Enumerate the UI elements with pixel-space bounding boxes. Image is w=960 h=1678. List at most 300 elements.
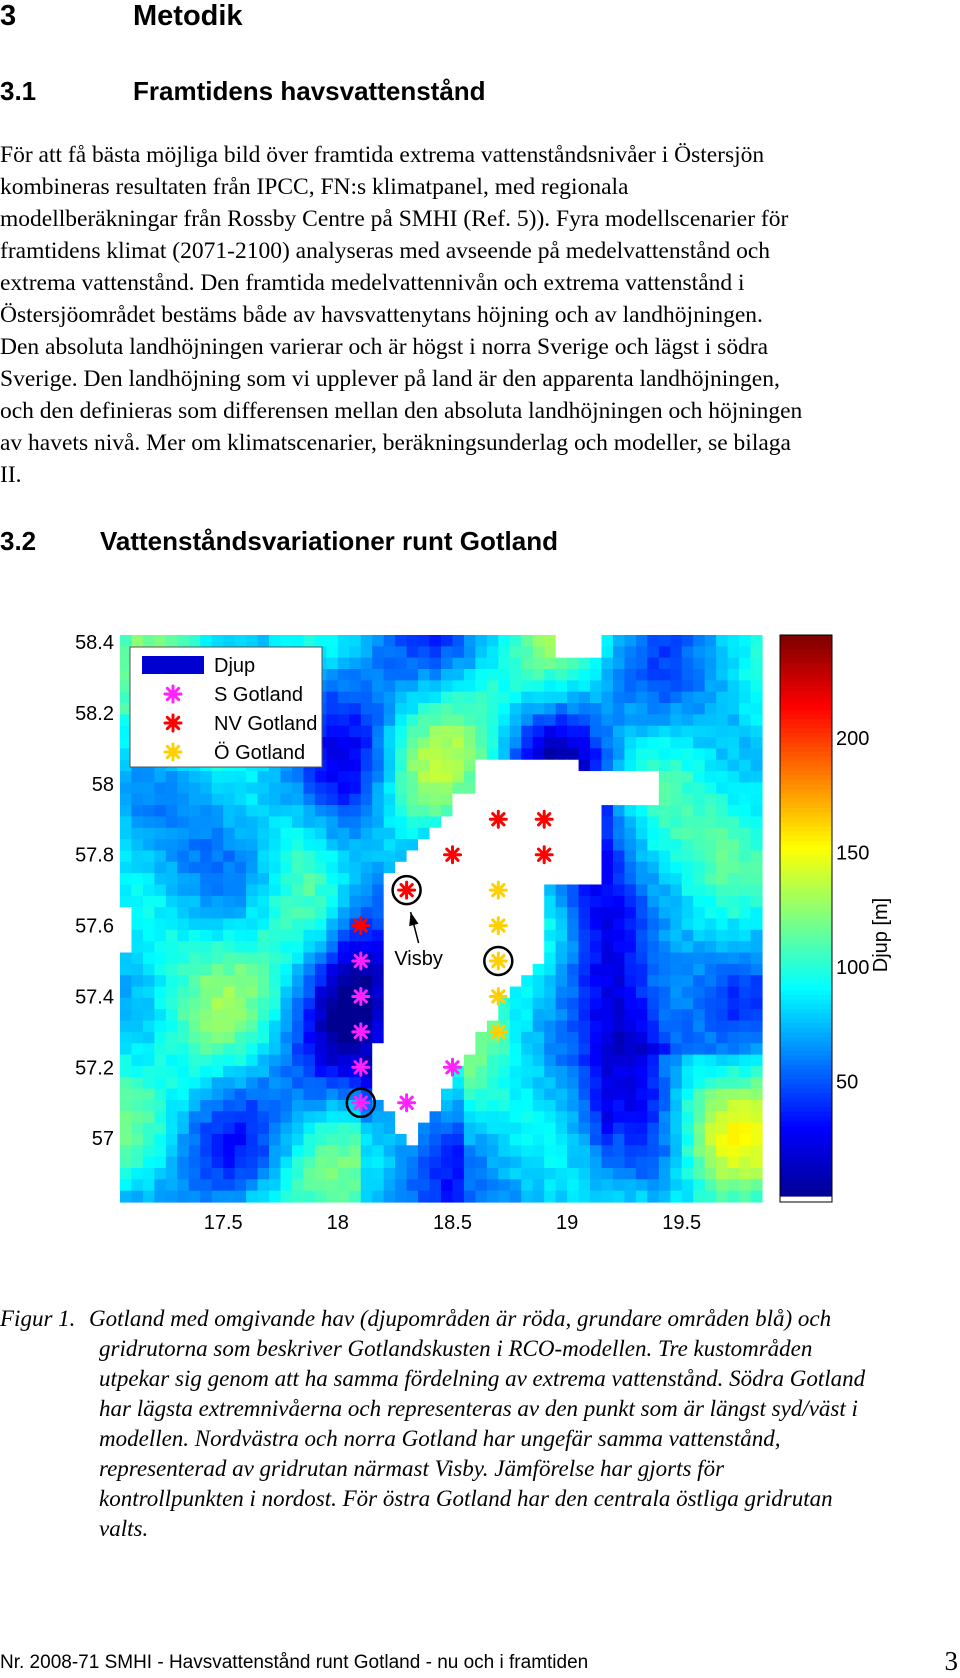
depth-cell bbox=[143, 930, 155, 942]
depth-cell bbox=[120, 1179, 132, 1191]
depth-cell bbox=[418, 646, 430, 658]
depth-cell bbox=[315, 873, 327, 885]
depth-cell bbox=[556, 760, 568, 772]
depth-cell bbox=[258, 828, 270, 840]
depth-cell bbox=[579, 726, 591, 738]
depth-cell bbox=[212, 1077, 224, 1089]
depth-cell bbox=[441, 1043, 453, 1055]
depth-cell bbox=[131, 930, 143, 942]
colorbar-band bbox=[780, 1168, 832, 1173]
depth-cell bbox=[728, 1043, 740, 1055]
depth-cell bbox=[189, 828, 201, 840]
depth-cell bbox=[189, 1089, 201, 1101]
depth-cell bbox=[728, 669, 740, 681]
depth-cell bbox=[154, 987, 166, 999]
depth-cell bbox=[384, 703, 396, 715]
depth-cell bbox=[131, 884, 143, 896]
depth-cell bbox=[613, 975, 625, 987]
depth-cell bbox=[338, 941, 350, 953]
depth-cell bbox=[624, 953, 636, 965]
depth-cell bbox=[372, 1111, 384, 1123]
depth-cell bbox=[235, 1009, 247, 1021]
depth-cell bbox=[430, 1100, 442, 1112]
depth-cell bbox=[338, 930, 350, 942]
depth-cell bbox=[326, 748, 338, 760]
depth-cell bbox=[544, 782, 556, 794]
depth-cell bbox=[212, 1111, 224, 1123]
depth-cell bbox=[441, 862, 453, 874]
body-line: Sverige. Den landhöjning som vi upplever på land är den apparenta landhöjningen, bbox=[0, 366, 780, 392]
depth-cell bbox=[659, 987, 671, 999]
depth-cell bbox=[579, 1009, 591, 1021]
depth-cell bbox=[200, 635, 212, 647]
depth-cell bbox=[166, 941, 178, 953]
depth-cell bbox=[647, 1168, 659, 1180]
colorbar-band bbox=[780, 658, 832, 663]
depth-cell bbox=[533, 1157, 545, 1169]
depth-cell bbox=[338, 1111, 350, 1123]
depth-cell bbox=[338, 635, 350, 647]
depth-cell bbox=[326, 771, 338, 783]
depth-cell bbox=[590, 646, 602, 658]
depth-cell bbox=[361, 1134, 373, 1146]
depth-cell bbox=[647, 1021, 659, 1033]
depth-cell bbox=[613, 919, 625, 931]
depth-cell bbox=[430, 998, 442, 1010]
depth-cell bbox=[613, 1066, 625, 1078]
depth-cell bbox=[452, 726, 464, 738]
depth-cell bbox=[510, 975, 522, 987]
depth-cell bbox=[590, 964, 602, 976]
depth-cell bbox=[693, 907, 705, 919]
depth-cell bbox=[441, 1021, 453, 1033]
depth-cell bbox=[395, 782, 407, 794]
depth-cell bbox=[372, 816, 384, 828]
depth-cell bbox=[166, 1077, 178, 1089]
depth-cell bbox=[120, 1145, 132, 1157]
depth-cell bbox=[682, 737, 694, 749]
depth-cell bbox=[510, 896, 522, 908]
depth-cell bbox=[326, 919, 338, 931]
depth-cell bbox=[521, 850, 533, 862]
depth-cell bbox=[258, 1179, 270, 1191]
depth-cell bbox=[246, 805, 258, 817]
depth-cell bbox=[395, 828, 407, 840]
depth-cell bbox=[166, 839, 178, 851]
depth-cell bbox=[372, 884, 384, 896]
depth-cell bbox=[338, 692, 350, 704]
depth-cell bbox=[441, 680, 453, 692]
depth-cell bbox=[510, 1077, 522, 1089]
depth-cell bbox=[521, 782, 533, 794]
colorbar-band bbox=[780, 1191, 832, 1196]
depth-cell bbox=[521, 748, 533, 760]
depth-cell bbox=[372, 669, 384, 681]
depth-cell bbox=[452, 1123, 464, 1135]
depth-cell bbox=[602, 726, 614, 738]
depth-cell bbox=[533, 975, 545, 987]
depth-cell bbox=[693, 805, 705, 817]
depth-cell bbox=[326, 816, 338, 828]
depth-cell bbox=[418, 1066, 430, 1078]
depth-cell bbox=[269, 987, 281, 999]
depth-cell bbox=[464, 975, 476, 987]
depth-cell bbox=[235, 794, 247, 806]
depth-cell bbox=[281, 930, 293, 942]
depth-cell bbox=[728, 1055, 740, 1067]
depth-cell bbox=[384, 692, 396, 704]
y-tick-label: 57.2 bbox=[75, 1057, 114, 1080]
depth-cell bbox=[556, 1168, 568, 1180]
depth-cell bbox=[407, 1009, 419, 1021]
depth-cell bbox=[728, 941, 740, 953]
depth-cell bbox=[349, 884, 361, 896]
depth-cell bbox=[636, 782, 648, 794]
depth-cell bbox=[670, 941, 682, 953]
depth-cell bbox=[647, 953, 659, 965]
depth-cell bbox=[544, 703, 556, 715]
depth-cell bbox=[258, 1021, 270, 1033]
depth-cell bbox=[647, 1111, 659, 1123]
body-line: Den absoluta landhöjningen varierar och är högst i norra Sverige och lägst i södra bbox=[0, 334, 769, 360]
depth-cell bbox=[751, 930, 763, 942]
depth-cell bbox=[567, 919, 579, 931]
depth-cell bbox=[326, 975, 338, 987]
depth-cell bbox=[647, 1100, 659, 1112]
depth-cell bbox=[751, 1009, 763, 1021]
depth-cell bbox=[361, 714, 373, 726]
depth-cell bbox=[292, 850, 304, 862]
depth-cell bbox=[693, 1066, 705, 1078]
colorbar-band bbox=[780, 729, 832, 734]
depth-cell bbox=[510, 930, 522, 942]
depth-cell bbox=[464, 816, 476, 828]
depth-cell bbox=[143, 1089, 155, 1101]
legend-label: NV Gotland bbox=[214, 713, 318, 735]
depth-cell bbox=[510, 794, 522, 806]
depth-cell bbox=[647, 1077, 659, 1089]
depth-cell bbox=[246, 862, 258, 874]
depth-cell bbox=[728, 760, 740, 772]
depth-cell bbox=[303, 919, 315, 931]
depth-cell bbox=[567, 1134, 579, 1146]
depth-cell bbox=[430, 1043, 442, 1055]
depth-cell bbox=[258, 1111, 270, 1123]
depth-cell bbox=[510, 907, 522, 919]
depth-cell bbox=[326, 737, 338, 749]
depth-cell bbox=[258, 1134, 270, 1146]
depth-cell bbox=[636, 1191, 648, 1203]
depth-cell bbox=[751, 1157, 763, 1169]
depth-cell bbox=[258, 839, 270, 851]
depth-cell bbox=[464, 850, 476, 862]
depth-cell bbox=[372, 658, 384, 670]
depth-cell bbox=[281, 1123, 293, 1135]
depth-cell bbox=[131, 828, 143, 840]
depth-cell bbox=[315, 839, 327, 851]
depth-cell bbox=[693, 669, 705, 681]
depth-cell bbox=[235, 1134, 247, 1146]
depth-cell bbox=[693, 1043, 705, 1055]
depth-cell bbox=[464, 873, 476, 885]
depth-cell bbox=[556, 1077, 568, 1089]
depth-cell bbox=[579, 1123, 591, 1135]
depth-cell bbox=[338, 726, 350, 738]
depth-cell bbox=[636, 975, 648, 987]
colorbar-band bbox=[780, 757, 832, 762]
depth-cell bbox=[556, 873, 568, 885]
depth-cell bbox=[647, 782, 659, 794]
marker--gotland bbox=[490, 953, 506, 969]
depth-cell bbox=[647, 1134, 659, 1146]
depth-cell bbox=[705, 884, 717, 896]
depth-cell bbox=[659, 1123, 671, 1135]
depth-cell bbox=[602, 1021, 614, 1033]
depth-cell bbox=[349, 737, 361, 749]
depth-cell bbox=[579, 703, 591, 715]
depth-cell bbox=[212, 873, 224, 885]
depth-cell bbox=[315, 862, 327, 874]
depth-cell bbox=[567, 1145, 579, 1157]
depth-cell bbox=[602, 782, 614, 794]
depth-cell bbox=[624, 1123, 636, 1135]
depth-cell bbox=[705, 1021, 717, 1033]
depth-cell bbox=[716, 737, 728, 749]
depth-cell bbox=[223, 873, 235, 885]
colorbar-band bbox=[780, 934, 832, 939]
depth-cell bbox=[326, 998, 338, 1010]
depth-cell bbox=[292, 919, 304, 931]
depth-cell bbox=[659, 919, 671, 931]
depth-cell bbox=[281, 839, 293, 851]
depth-cell bbox=[533, 1032, 545, 1044]
depth-cell bbox=[189, 884, 201, 896]
depth-cell bbox=[693, 748, 705, 760]
depth-cell bbox=[143, 1123, 155, 1135]
depth-cell bbox=[739, 1191, 751, 1203]
depth-cell bbox=[682, 1123, 694, 1135]
depth-cell bbox=[636, 930, 648, 942]
depth-cell bbox=[326, 884, 338, 896]
depth-cell bbox=[120, 975, 132, 987]
depth-cell bbox=[567, 828, 579, 840]
depth-cell bbox=[475, 1123, 487, 1135]
depth-cell bbox=[510, 1191, 522, 1203]
colorbar-band bbox=[780, 939, 832, 944]
colorbar-band bbox=[780, 780, 832, 785]
depth-cell bbox=[739, 987, 751, 999]
depth-cell bbox=[384, 771, 396, 783]
depth-cell bbox=[624, 828, 636, 840]
depth-cell bbox=[315, 953, 327, 965]
depth-cell bbox=[315, 1009, 327, 1021]
depth-cell bbox=[728, 907, 740, 919]
depth-cell bbox=[452, 1021, 464, 1033]
depth-cell bbox=[246, 1089, 258, 1101]
depth-cell bbox=[602, 873, 614, 885]
depth-cell bbox=[235, 1111, 247, 1123]
depth-cell bbox=[361, 680, 373, 692]
depth-cell bbox=[281, 1009, 293, 1021]
depth-cell bbox=[441, 1179, 453, 1191]
depth-cell bbox=[200, 1145, 212, 1157]
depth-cell bbox=[407, 1123, 419, 1135]
body-line: och den definieras som differensen mellan den absoluta landhöjningen och höjningen bbox=[0, 398, 803, 424]
depth-cell bbox=[281, 816, 293, 828]
depth-cell bbox=[303, 816, 315, 828]
depth-cell bbox=[407, 998, 419, 1010]
depth-cell bbox=[693, 726, 705, 738]
depth-cell bbox=[120, 1123, 132, 1135]
depth-cell bbox=[533, 862, 545, 874]
colorbar-band bbox=[780, 799, 832, 804]
depth-cell bbox=[154, 771, 166, 783]
depth-cell bbox=[705, 658, 717, 670]
depth-cell bbox=[315, 816, 327, 828]
depth-cell bbox=[751, 646, 763, 658]
depth-cell bbox=[131, 873, 143, 885]
depth-cell bbox=[544, 862, 556, 874]
colorbar-band bbox=[780, 668, 832, 673]
depth-cell bbox=[475, 658, 487, 670]
depth-cell bbox=[258, 794, 270, 806]
depth-cell bbox=[533, 1179, 545, 1191]
depth-cell bbox=[567, 1066, 579, 1078]
depth-cell bbox=[613, 692, 625, 704]
depth-cell bbox=[670, 839, 682, 851]
depth-cell bbox=[303, 998, 315, 1010]
depth-cell bbox=[292, 862, 304, 874]
depth-cell bbox=[693, 964, 705, 976]
depth-cell bbox=[326, 839, 338, 851]
depth-cell bbox=[143, 828, 155, 840]
depth-cell bbox=[315, 1157, 327, 1169]
depth-cell bbox=[349, 646, 361, 658]
depth-cell bbox=[521, 964, 533, 976]
depth-cell bbox=[521, 1191, 533, 1203]
depth-cell bbox=[418, 1043, 430, 1055]
colorbar-band bbox=[780, 794, 832, 799]
depth-cell bbox=[154, 1123, 166, 1135]
depth-cell bbox=[177, 884, 189, 896]
depth-cell bbox=[670, 703, 682, 715]
depth-cell bbox=[464, 1179, 476, 1191]
depth-cell bbox=[670, 987, 682, 999]
depth-cell bbox=[384, 987, 396, 999]
depth-cell bbox=[384, 1043, 396, 1055]
depth-cell bbox=[716, 862, 728, 874]
depth-cell bbox=[636, 964, 648, 976]
depth-cell bbox=[292, 828, 304, 840]
depth-cell bbox=[590, 1066, 602, 1078]
depth-cell bbox=[636, 1168, 648, 1180]
depth-cell bbox=[143, 1100, 155, 1112]
depth-cell bbox=[659, 964, 671, 976]
depth-cell bbox=[498, 1179, 510, 1191]
subsection-title-2: Vattenståndsvariationer runt Gotland bbox=[100, 526, 558, 556]
depth-cell bbox=[602, 1009, 614, 1021]
depth-cell bbox=[567, 1111, 579, 1123]
depth-cell bbox=[521, 805, 533, 817]
depth-cell bbox=[200, 884, 212, 896]
depth-cell bbox=[441, 635, 453, 647]
depth-cell bbox=[269, 816, 281, 828]
depth-cell bbox=[452, 692, 464, 704]
depth-cell bbox=[533, 782, 545, 794]
depth-cell bbox=[361, 862, 373, 874]
colorbar-band bbox=[780, 864, 832, 869]
depth-cell bbox=[533, 907, 545, 919]
depth-cell bbox=[647, 1145, 659, 1157]
depth-cell bbox=[384, 1055, 396, 1067]
depth-cell bbox=[590, 1100, 602, 1112]
depth-cell bbox=[120, 805, 132, 817]
depth-cell bbox=[189, 953, 201, 965]
depth-cell bbox=[452, 953, 464, 965]
depth-cell bbox=[579, 953, 591, 965]
depth-cell bbox=[143, 850, 155, 862]
depth-cell bbox=[556, 998, 568, 1010]
depth-cell bbox=[464, 862, 476, 874]
marker-nv-gotland bbox=[353, 918, 369, 934]
depth-cell bbox=[166, 919, 178, 931]
depth-cell bbox=[452, 907, 464, 919]
depth-cell bbox=[120, 1134, 132, 1146]
depth-cell bbox=[418, 907, 430, 919]
depth-cell bbox=[131, 1123, 143, 1135]
depth-cell bbox=[212, 839, 224, 851]
depth-cell bbox=[544, 1077, 556, 1089]
depth-cell bbox=[258, 964, 270, 976]
depth-cell bbox=[120, 1168, 132, 1180]
colorbar-band bbox=[780, 1177, 832, 1182]
depth-cell bbox=[751, 975, 763, 987]
depth-cell bbox=[728, 975, 740, 987]
depth-cell bbox=[177, 964, 189, 976]
depth-cell bbox=[613, 964, 625, 976]
depth-cell bbox=[544, 1168, 556, 1180]
depth-cell bbox=[154, 1111, 166, 1123]
depth-cell bbox=[682, 816, 694, 828]
depth-cell bbox=[533, 919, 545, 931]
depth-cell bbox=[751, 873, 763, 885]
depth-cell bbox=[223, 998, 235, 1010]
depth-cell bbox=[579, 884, 591, 896]
depth-cell bbox=[200, 919, 212, 931]
depth-cell bbox=[613, 1009, 625, 1021]
depth-cell bbox=[384, 1168, 396, 1180]
depth-cell bbox=[131, 805, 143, 817]
depth-cell bbox=[430, 1009, 442, 1021]
depth-cell bbox=[693, 930, 705, 942]
depth-cell bbox=[395, 760, 407, 772]
depth-cell bbox=[556, 1021, 568, 1033]
depth-cell bbox=[613, 1168, 625, 1180]
depth-cell bbox=[556, 703, 568, 715]
depth-cell bbox=[361, 1043, 373, 1055]
depth-cell bbox=[464, 907, 476, 919]
depth-cell bbox=[533, 760, 545, 772]
depth-cell bbox=[579, 919, 591, 931]
depth-cell bbox=[475, 669, 487, 681]
depth-cell bbox=[154, 1043, 166, 1055]
depth-cell bbox=[212, 1191, 224, 1203]
depth-cell bbox=[177, 1157, 189, 1169]
depth-cell bbox=[235, 1191, 247, 1203]
depth-cell bbox=[510, 816, 522, 828]
depth-cell bbox=[647, 760, 659, 772]
depth-cell bbox=[521, 919, 533, 931]
